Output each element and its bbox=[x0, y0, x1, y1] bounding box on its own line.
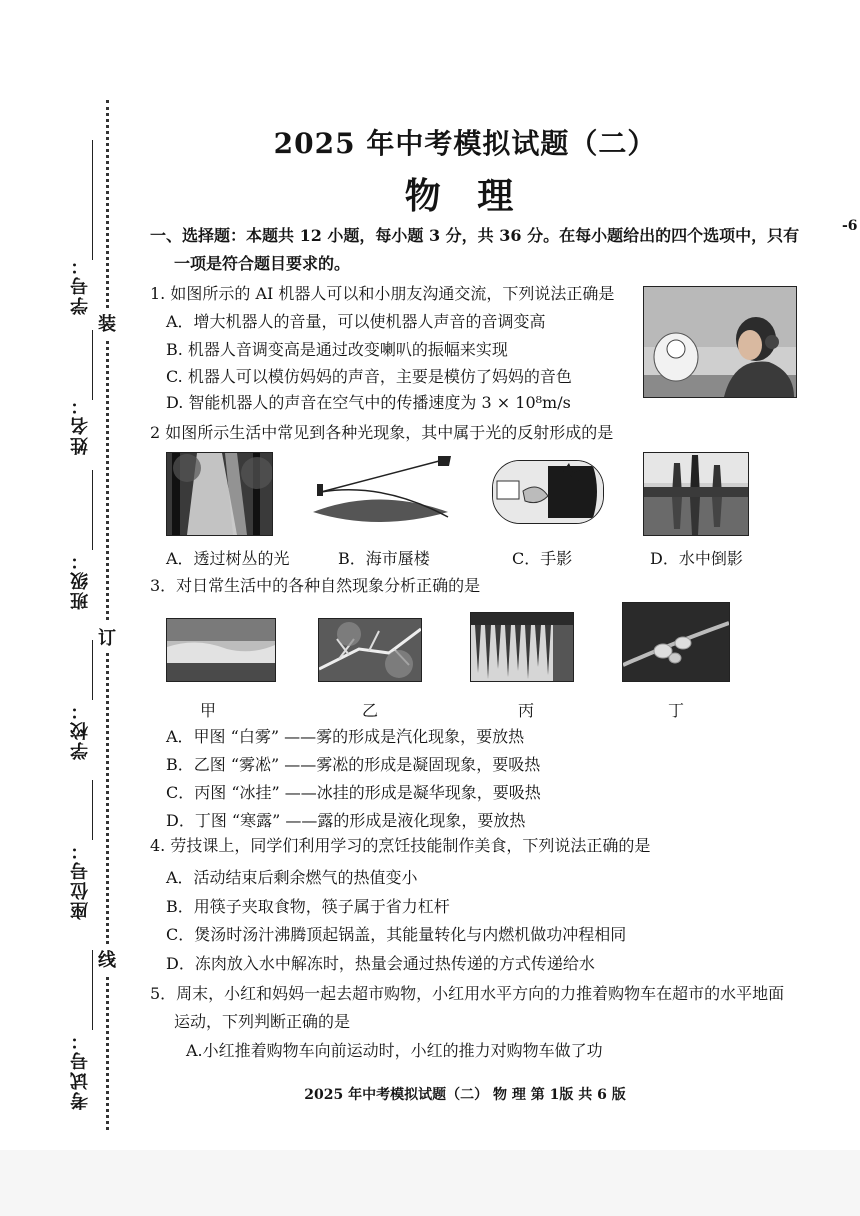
school-label: 学校： bbox=[70, 700, 91, 760]
name-underline bbox=[92, 330, 93, 400]
q2-image-d-water-reflection bbox=[643, 452, 749, 536]
q3-option-b: B．乙图 “雾凇” ——雾凇的形成是凝固现象，要吸热 bbox=[166, 755, 541, 774]
q5-option-a: A.小红推着购物车向前运动时，小红的推力对购物车做了功 bbox=[186, 1041, 603, 1060]
q3-label-bing: 丙 bbox=[518, 701, 535, 720]
class-label: 班级： bbox=[70, 550, 91, 610]
exam-number-label: 考试号： bbox=[70, 1030, 91, 1110]
name-label: 姓名： bbox=[70, 395, 91, 455]
q1-option-a: A．增大机器人的音量，可以使机器人声音的音调变高 bbox=[166, 312, 546, 331]
q2-image-b-mirage-diagram bbox=[303, 452, 455, 534]
seal-char-ding: 订 bbox=[98, 622, 116, 652]
seat-label: 座位号： bbox=[70, 840, 91, 920]
q3-image-dew bbox=[622, 602, 730, 682]
margin-mark: -6 bbox=[842, 218, 858, 234]
binding-dotted-line bbox=[106, 100, 109, 1130]
section-heading-line1: 一、选择题：本题共 12 小题，每小题 3 分，共 36 分。在每小题给出的四个选项中，只有 bbox=[150, 226, 800, 245]
section-heading-line2: 一项是符合题目要求的。 bbox=[174, 254, 351, 273]
seal-char-xian: 线 bbox=[98, 944, 116, 974]
q2-caption-d: D．水中倒影 bbox=[650, 549, 743, 568]
q2-caption-b: B．海市蜃楼 bbox=[338, 549, 430, 568]
subject-title: 物 理 bbox=[404, 175, 526, 217]
class-underline bbox=[92, 470, 93, 550]
q5-stem-line2: 运动，下列判断正确的是 bbox=[174, 1012, 351, 1031]
q4-option-d: D．冻肉放入水中解冻时，热量会通过热传递的方式传递给水 bbox=[166, 954, 595, 973]
q4-option-a: A．活动结束后剩余燃气的热值变小 bbox=[166, 868, 418, 887]
q2-image-a-light-through-trees bbox=[166, 452, 273, 536]
q4-option-c: C．煲汤时汤汁沸腾顶起锅盖，其能量转化与内燃机做功冲程相同 bbox=[166, 925, 627, 944]
q3-image-fog bbox=[166, 618, 276, 682]
q1-option-d: D. 智能机器人的声音在空气中的传播速度为 3 × 10⁸m/s bbox=[166, 393, 571, 412]
student-id-label: 学号： bbox=[70, 255, 91, 315]
q3-option-d: D．丁图 “寒露” ——露的形成是液化现象，要放热 bbox=[166, 811, 526, 830]
q1-option-c: C. 机器人可以模仿妈妈的声音，主要是模仿了妈妈的音色 bbox=[166, 367, 572, 386]
q1-option-b: B. 机器人音调变高是通过改变喇叭的振幅来实现 bbox=[166, 340, 508, 359]
q1-robot-photo bbox=[643, 286, 797, 398]
q5-stem-line1: 5．周末，小红和妈妈一起去超市购物，小红用水平方向的力推着购物车在超市的水平地面 bbox=[150, 984, 785, 1003]
q3-label-ding: 丁 bbox=[668, 701, 685, 720]
q4-stem: 4. 劳技课上，同学们利用学习的烹饪技能制作美食，下列说法正确的是 bbox=[150, 836, 651, 855]
page-footer: 2025 年中考模拟试题（二） 物 理 第 1版 共 6 版 bbox=[304, 1087, 626, 1103]
bottom-band bbox=[0, 1150, 860, 1216]
q2-stem: 2 如图所示生活中常见到各种光现象，其中属于光的反射形成的是 bbox=[150, 423, 614, 442]
q3-option-a: A．甲图 “白雾” ——雾的形成是汽化现象，要放热 bbox=[166, 727, 525, 746]
q3-option-c: C．丙图 “冰挂” ——冰挂的形成是凝华现象，要吸热 bbox=[166, 783, 541, 802]
seal-char-zhuang: 装 bbox=[98, 308, 116, 338]
school-underline bbox=[92, 640, 93, 700]
q3-label-jia: 甲 bbox=[200, 701, 217, 720]
q3-label-yi: 乙 bbox=[362, 701, 379, 720]
q2-caption-c: C．手影 bbox=[512, 549, 573, 568]
seat-underline bbox=[92, 780, 93, 840]
q4-option-b: B．用筷子夹取食物，筷子属于省力杠杆 bbox=[166, 897, 450, 916]
q2-image-c-hand-shadow bbox=[492, 460, 604, 524]
q1-stem: 1. 如图所示的 AI 机器人可以和小朋友沟通交流，下列说法正确是 bbox=[150, 284, 615, 303]
q3-image-rime bbox=[318, 618, 422, 682]
exam-number-underline bbox=[92, 950, 93, 1030]
q2-caption-a: A．透过树丛的光 bbox=[166, 549, 290, 568]
q3-image-icicles bbox=[470, 612, 574, 682]
q3-stem: 3．对日常生活中的各种自然现象分析正确的是 bbox=[150, 576, 481, 595]
exam-title: 2025 年中考模拟试题（二） bbox=[273, 127, 657, 160]
